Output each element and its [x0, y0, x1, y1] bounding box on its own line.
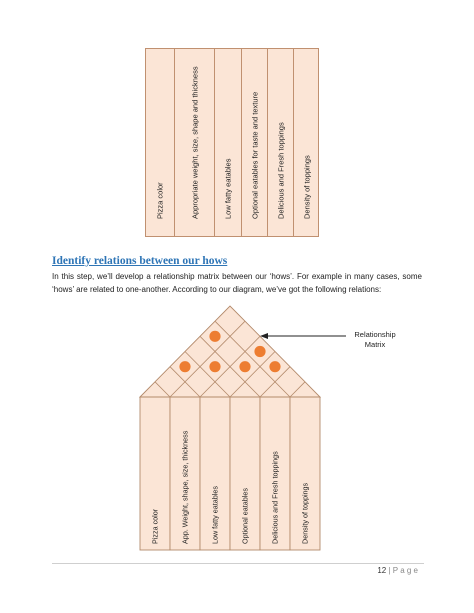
hows-column — [242, 49, 268, 236]
relationship-matrix-label — [335, 330, 415, 350]
relationship-dot — [179, 361, 190, 372]
diagram-column-label: Delicious and Fresh toppings — [270, 451, 280, 544]
diagram-column-label: Low fatty eatables — [210, 486, 220, 544]
relationship-dot — [209, 361, 220, 372]
hows-column — [146, 49, 175, 236]
hows-column-label: Delicious and Fresh toppings — [275, 121, 285, 219]
relationship-dot — [239, 361, 250, 372]
section-heading: Identify relations between our hows — [52, 255, 228, 267]
relationship-dot — [209, 331, 220, 342]
hows-column-label: Pizza color — [155, 181, 165, 219]
page-word: P a g e — [392, 566, 418, 575]
hows-column-label: Appropriate weight, size, shape and thickness — [189, 65, 199, 219]
diagram-column-label: App. Weight, shape, size, thickness — [180, 430, 190, 544]
page-footer — [377, 566, 418, 575]
hows-column-label: Optional eatables for taste and texture — [249, 91, 259, 219]
diagram-column-label: Pizza color — [150, 508, 160, 544]
hows-column — [268, 49, 294, 236]
hows-column — [215, 49, 242, 236]
page-number: 12 — [377, 566, 387, 575]
footer-separator: | — [388, 566, 391, 575]
relationship-label-line2: Matrix — [364, 340, 386, 349]
relationship-dot — [269, 361, 280, 372]
relationship-label-line1: Relationship — [354, 330, 396, 339]
roof-triangle — [140, 306, 320, 397]
diagram-column-label: Density of toppings — [300, 482, 310, 544]
hows-column — [175, 49, 215, 236]
hows-column-label: Low fatty eatables — [223, 158, 233, 219]
diagram-column-label: Optional eatables — [240, 488, 250, 544]
hows-table — [145, 48, 319, 237]
footer-divider — [52, 563, 424, 564]
hows-column-label: Density of toppings — [302, 154, 312, 219]
section-paragraph: In this step, we’ll develop a relationship matrix between our ‘hows’. For example in many cases, some ‘hows’ are related to one-another. According to our diagram, we’ve got the following relations: — [52, 272, 422, 294]
hows-column — [294, 49, 320, 236]
